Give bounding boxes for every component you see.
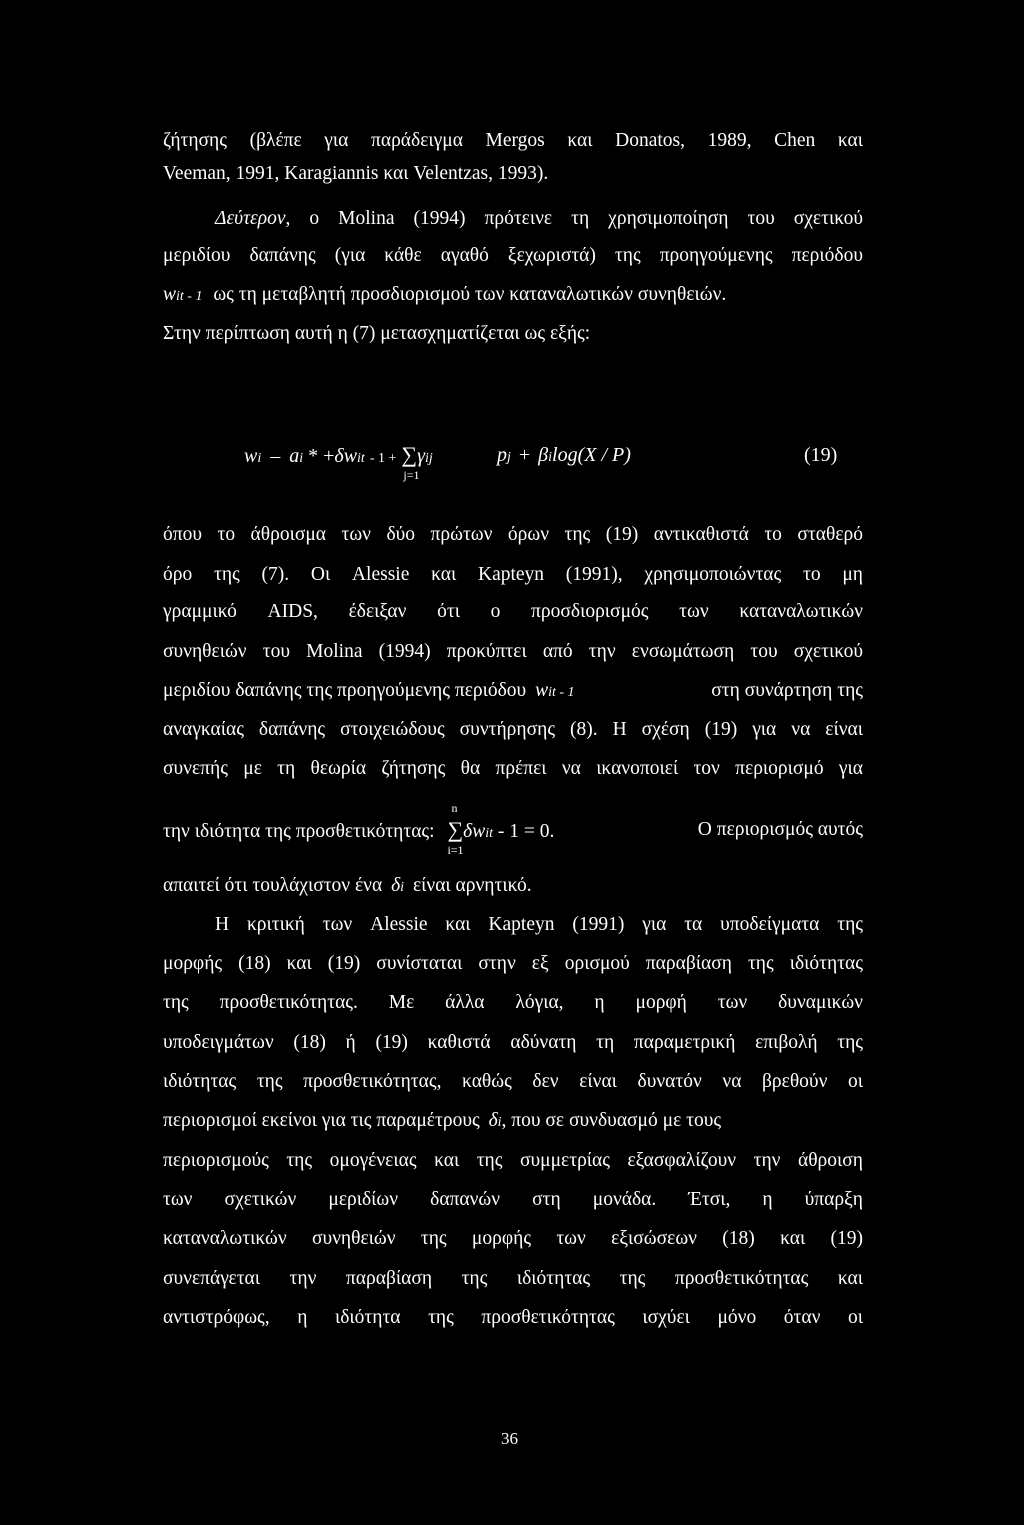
page-number: 36 [501, 1429, 518, 1448]
math-subscript: i [400, 880, 405, 895]
text-line: συνεπάγεται την παραβίαση της ιδιότητας της προσθετικότητας και [163, 1268, 863, 1289]
text-line: υποδειγμάτων (18) ή (19) καθιστά αδύνατη τη παραμετρική επιβολή της [163, 1032, 863, 1053]
text-line: μορφής (18) και (19) συνίσταται στην εξ ορισμού παραβίαση της ιδιότητας [163, 953, 863, 974]
text-line: Veeman, 1991, Karagiannis και Velentzas, 1993). [163, 163, 549, 184]
sum-symbol: ∑ [401, 442, 418, 467]
math-expression: log(X / P) [552, 444, 631, 466]
text-line [163, 283, 863, 309]
text-line: μεριδίου δαπάνης (για κάθε αγαθό ξεχωριστά) της προηγούμενης περιόδου [163, 245, 863, 266]
text-line [163, 1109, 863, 1135]
text-span: είναι αρνητικό. [412, 875, 532, 896]
math-subscript: it - 1 [176, 289, 203, 304]
math-symbol: p [497, 444, 507, 466]
math-symbol: w [244, 445, 258, 467]
text-line [163, 801, 863, 857]
math-symbol: β [538, 444, 549, 466]
math-symbol: δ [463, 821, 473, 842]
math-symbol: γ [417, 445, 425, 467]
text-line: γραμμικό AIDS, έδειξαν ότι ο προσδιορισμός των καταναλωτικών [163, 601, 863, 622]
math-operator: - 1 + [369, 451, 397, 466]
text-line: περιορισμούς της ομογένειας και της συμμετρίας εξασφαλίζουν την άθροιση [163, 1150, 863, 1171]
text-line: ιδιότητας της προσθετικότητας, καθώς δεν είναι δυνατόν να βρεθούν οι [163, 1071, 863, 1092]
math-subscript: i [497, 1115, 502, 1130]
math-symbol: w [163, 284, 177, 305]
text-line: όπου το άθροισμα των δύο πρώτων όρων της (19) αντικαθιστά το σταθερό [163, 524, 863, 545]
math-expression: - 1 = 0. [497, 821, 555, 842]
math-subscript: i [299, 451, 304, 466]
sum-index: i=1 [447, 843, 464, 857]
math-subscript: it [485, 826, 494, 841]
text-span: στη συνάρτηση της [711, 680, 863, 701]
sum-upper: n [451, 801, 458, 815]
text-line: συνηθειών του Molina (1994) προκύπτει από την ενσωμάτωση του σχετικού [163, 641, 863, 662]
math-subscript: ij [424, 451, 433, 466]
text-span: Ο περιορισμός αυτός [697, 819, 863, 840]
text-span: , ο Molina (1994) πρότεινε τη χρησιμοποίηση του σχετικού [285, 208, 863, 229]
text-line: Η κριτική των Alessie και Kapteyn (1991) για τα υποδείγματα της [215, 914, 863, 935]
math-subscript: it - 1 [548, 685, 575, 700]
math-subscript: i [257, 451, 262, 466]
text-line: συνεπής με τη θεωρία ζήτησης θα πρέπει να ικανοποιεί τον περιορισμό για [163, 758, 863, 779]
math-operator: + [518, 444, 531, 466]
text-line [163, 874, 863, 900]
math-symbol: w [535, 680, 549, 701]
math-subscript: it [357, 451, 365, 466]
equation-number: (19) [804, 444, 838, 466]
math-symbol: a [289, 445, 300, 467]
summation [447, 801, 464, 857]
text-span: περιορισμοί εκείνοι για τις παραμέτρους [163, 1110, 480, 1131]
math-symbol: w [472, 821, 486, 842]
sum-index: j=1 [403, 468, 420, 482]
text-line [215, 207, 863, 231]
text-span: ως τη μεταβλητή προσδιορισμού των καταναλωτικών συνηθειών. [213, 284, 727, 305]
math-symbol: δ [488, 1110, 498, 1131]
math-subscript: i [548, 450, 553, 465]
text-line: αναγκαίας δαπάνης στοιχειώδους συντήρησης (8). Η σχέση (19) για να είναι [163, 719, 863, 740]
math-operator: * + [308, 445, 335, 467]
text-span: απαιτεί ότι τουλάχιστον ένα [163, 875, 383, 896]
math-operator: – [270, 445, 281, 467]
math-symbol: δ [391, 875, 401, 896]
summation [401, 442, 420, 482]
text-line: όρο της (7). Οι Alessie και Kapteyn (1991), χρησιμοποιώντας το μη [163, 564, 863, 585]
text-line: ζήτησης (βλέπε για παράδειγμα Mergos και Donatos, 1989, Chen και [163, 130, 863, 151]
text-line: των σχετικών μεριδίων δαπανών στη μονάδα. Έτσι, η ύπαρξη [163, 1189, 863, 1210]
text-span: μεριδίου δαπάνης της προηγούμενης περιόδου [163, 680, 527, 701]
text-line: αντιστρόφως, η ιδιότητα της προσθετικότητας ισχύει μόνο όταν οι [163, 1307, 863, 1328]
emphasis-text: Δεύτερον [215, 208, 286, 229]
text-line: καταναλωτικών συνηθειών της μορφής των εξισώσεων (18) και (19) [163, 1228, 863, 1249]
text-line [163, 679, 863, 705]
math-subscript: j [507, 450, 511, 465]
math-symbol: δw [334, 445, 358, 467]
text-line: της προσθετικότητας. Με άλλα λόγια, η μορφή των δυναμικών [163, 992, 863, 1013]
text-span: την ιδιότητα της προσθετικότητας: [163, 821, 435, 842]
text-span: , που σε συνδυασμό με τους [501, 1110, 722, 1131]
text-line: Στην περίπτωση αυτή η (7) μετασχηματίζεται ως εξής: [163, 323, 591, 344]
sum-symbol: ∑ [447, 817, 464, 842]
